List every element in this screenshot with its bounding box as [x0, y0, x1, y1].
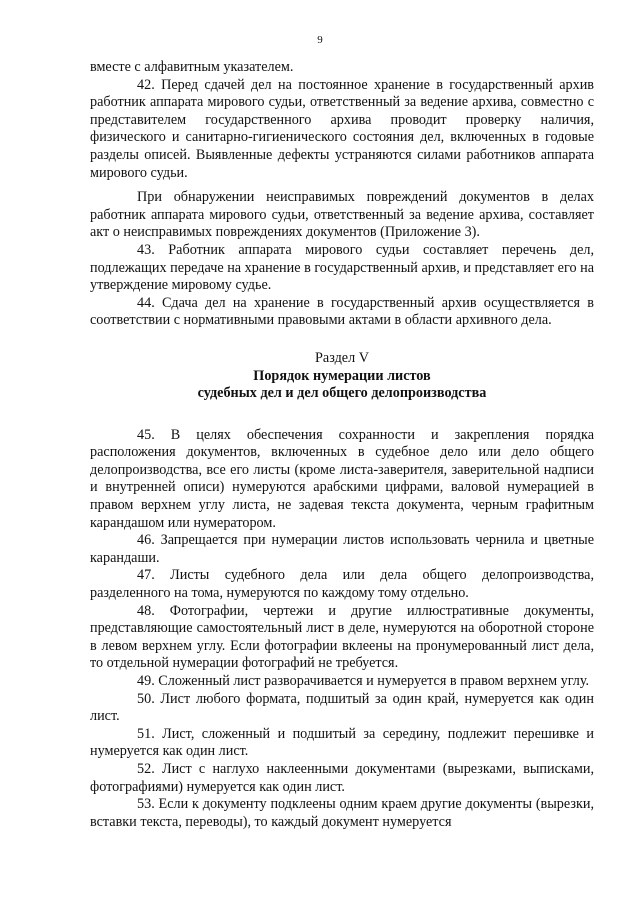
section-title-line-1: Порядок нумерации листов: [253, 367, 431, 384]
paragraph-49: 49. Сложенный лист разворачивается и нумеруется в правом верхнем углу.: [137, 673, 590, 689]
paragraph-52: 52. Лист с наглухо наклеенными документами (вырезками, выписками, фотографиями) нумеруется как один лист.: [90, 760, 594, 795]
paragraph-51: 51. Лист, сложенный и подшитый за середину, подлежит перешивке и нумеруется как один лист.: [90, 725, 594, 760]
paragraph-46: 46. Запрещается при нумерации листов использовать чернила и цветные карандаши.: [90, 532, 594, 566]
page-number: 9: [317, 34, 323, 46]
paragraph-45: 45. В целях обеспечения сохранности и закрепления порядка расположения документов, включенных в судебное дело или дело общего делопроизводства, все его листы (кроме листа-заверителя, заверительной надписи и внутренней описи) нумеруются арабскими цифрами, валовой нумерацией в правом верхнем углу листа, не задевая текста документа, черным графитным карандашом или нумератором.: [90, 426, 594, 531]
paragraph-50: 50. Лист любого формата, подшитый за один край, нумеруется как один лист.: [90, 690, 594, 725]
paragraph-42: 42. Перед сдачей дел на постоянное хранение в государственный архив работник аппарата мирового судьи, ответственный за ведение архива, совместно с представителем государственного архива проводит проверку наличия, физического и санитарно-гигиенического состояния дел, включенных в годовые разделы описей. Выявленные дефекты устраняются силами работников аппарата мирового судьи.: [90, 76, 594, 181]
page-body: [90, 59, 594, 831]
paragraph-44: 44. Сдача дел на хранение в государственный архив осуществляется в соответствии с нормативными правовыми актами в области архивного дела.: [90, 294, 594, 329]
paragraph-48: 48. Фотографии, чертежи и другие иллюстративные документы, представляющие самостоятельный лист в деле, нумеруются на оборотной стороне в левом верхнем углу. Если фотографии вклеены на пронумерованный лист дела, то отдельной нумерации фотографий не требуется.: [90, 602, 594, 672]
paragraph-43: 43. Работник аппарата мирового судьи составляет перечень дел, подлежащих передаче на хранение в государственный архив, и представляет его на утверждение мировому судье.: [90, 241, 594, 294]
paragraph-53: 53. Если к документу подклеены одним краем другие документы (вырезки, вставки текста, переводы), то каждый документ нумеруется: [90, 796, 594, 830]
paragraph-damage-act: При обнаружении неисправимых повреждений документов в делах работник аппарата мирового судьи, ответственный за ведение архива, составляет акт о неисправимых повреждениях документов (Приложение 3).: [90, 189, 594, 241]
section-number: Раздел V: [315, 349, 369, 366]
section-heading: [90, 350, 594, 403]
section-title-line-2: судебных дел и дел общего делопроизводства: [197, 385, 487, 402]
paragraph-47: 47. Листы судебного дела или дела общего делопроизводства, разделенного на тома, нумеруются по каждому тому отдельно.: [90, 567, 594, 602]
paragraph-continuation: вместе с алфавитным указателем.: [90, 59, 294, 75]
